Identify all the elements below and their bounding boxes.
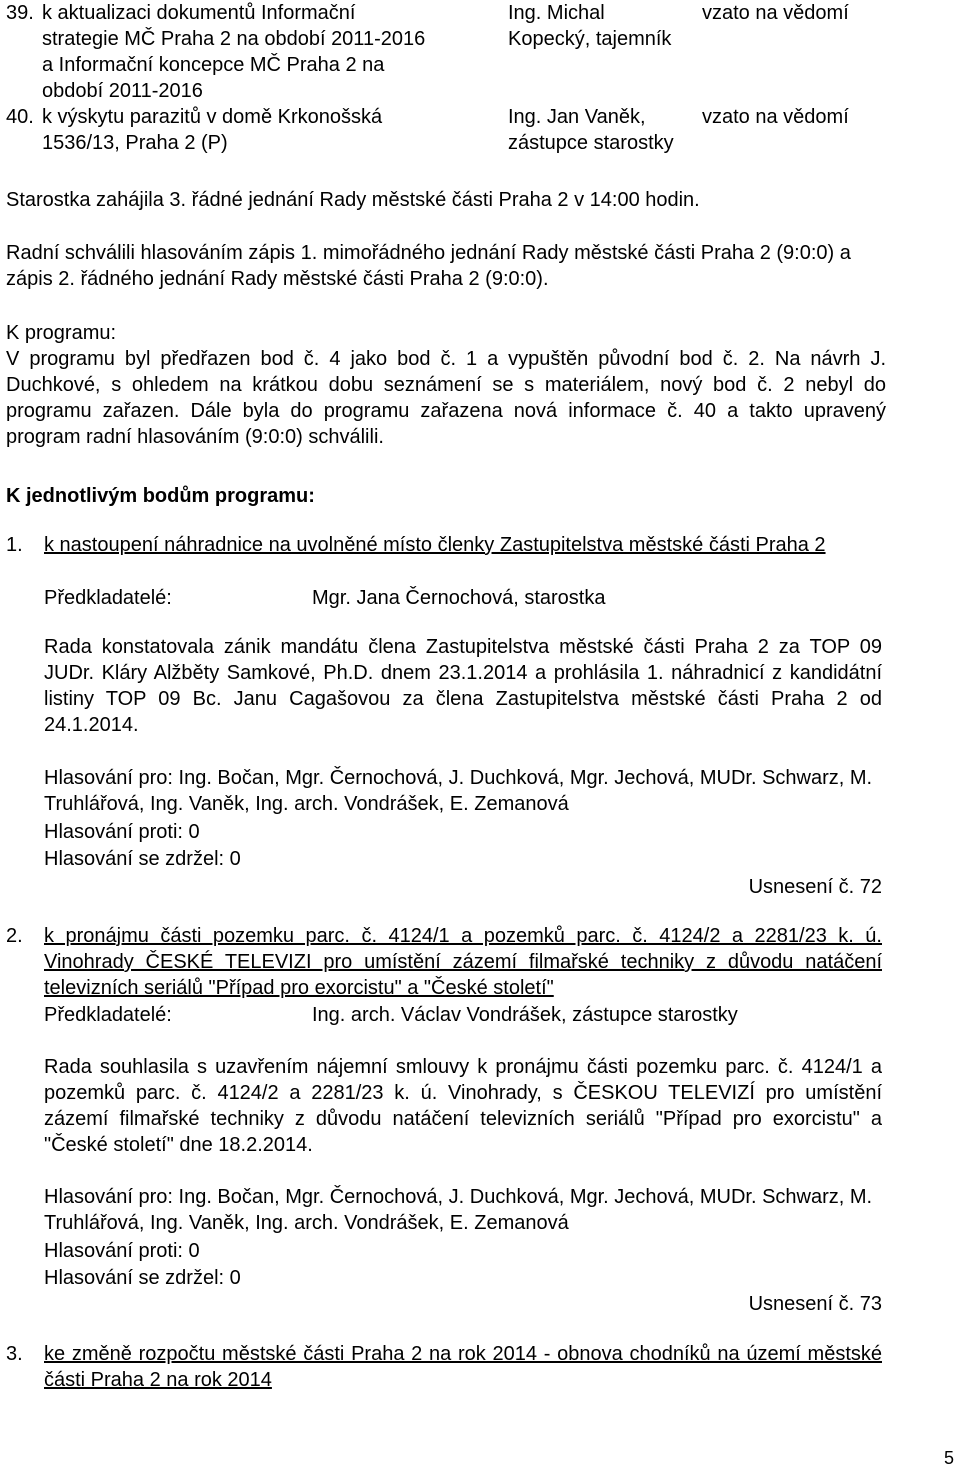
agenda-title-line: strategie MČ Praha 2 na období 2011-2016 <box>42 28 426 50</box>
resolution-text: Rada souhlasila s uzavřením nájemní smlouvy k pronájmu části pozemku parc. č. 4124/1 a pozemků parc. č. 4124/2 a 2281/23 k. ú. Vinohrady, s ČESKOU TELEVIZÍ pro umístění zázemí filmařské techniky z důvodu natáčení televizních seriálů "Případ pro exorcistu" a "České století" dne 18.2.2014. <box>44 1056 882 1156</box>
agenda-number: 40. <box>6 106 34 128</box>
agenda-title-line: k aktualizaci dokumentů Informační <box>42 2 356 24</box>
vote-against: Hlasování proti: 0 <box>44 1240 200 1262</box>
agenda-point <box>6 532 882 558</box>
vote-for: Hlasování pro: Ing. Bočan, Mgr. Černochová, J. Duchková, Mgr. Jechová, MUDr. Schwarz, M. Truhlářová, Ing. Vaněk, Ing. arch. Vondrášek, E. Zemanová <box>44 767 873 815</box>
agenda-presenter-line: Kopecký, tajemník <box>508 28 672 50</box>
agenda-row <box>6 104 906 156</box>
agenda-presenter-line: Ing. Michal <box>508 2 605 24</box>
agenda-title-line: 1536/13, Praha 2 (P) <box>42 132 228 154</box>
resolution-number: Usnesení č. 72 <box>748 876 882 898</box>
presenter-name: Mgr. Jana Černochová, starostka <box>312 587 606 609</box>
vote-against: Hlasování proti: 0 <box>44 821 200 843</box>
agenda-presenter <box>508 0 702 104</box>
agenda-number: 39. <box>6 2 34 24</box>
program-heading: K programu: <box>6 322 117 344</box>
agenda-title <box>42 0 508 104</box>
point-title: k nastoupení náhradnice na uvolněné místo členky Zastupitelstva městské části Praha 2 <box>44 534 826 556</box>
opening-paragraph: Starostka zahájila 3. řádné jednání Rady městské části Praha 2 v 14:00 hodin. <box>6 189 700 211</box>
program-paragraph: V programu byl předřazen bod č. 4 jako bod č. 1 a vypuštěn původní bod č. 2. Na návrh J. Duchkové, s ohledem na krátkou dobu seznámení se s materiálem, nový bod č. 2 nebyl do programu zařazen. Dále byla do programu zařazena nová informace č. 40 a takto upravený program radní hlasováním (9:0:0) schválili. <box>6 348 886 448</box>
agenda-presenter <box>508 104 702 156</box>
point-number: 2. <box>6 925 23 947</box>
point-title: ke změně rozpočtu městské části Praha 2 na rok 2014 - obnova chodníků na území městské části Praha 2 na rok 2014 <box>44 1343 882 1391</box>
agenda-point <box>6 1341 882 1393</box>
presenter-label: Předkladatelé: <box>44 587 172 609</box>
agenda-presenter-line: Ing. Jan Vaněk, <box>508 106 646 128</box>
presenter-name: Ing. arch. Václav Vondrášek, zástupce starostky <box>312 1004 738 1026</box>
vote-abstain: Hlasování se zdržel: 0 <box>44 1267 241 1289</box>
agenda-row <box>6 0 906 104</box>
page-number: 5 <box>943 1448 954 1468</box>
points-heading: K jednotlivým bodům programu: <box>6 485 315 507</box>
agenda-title-line: a Informační koncepce MČ Praha 2 na <box>42 54 385 76</box>
agenda-table <box>6 0 906 156</box>
presenter-line <box>44 585 882 611</box>
presenter-line <box>44 1002 882 1028</box>
vote-for: Hlasování pro: Ing. Bočan, Mgr. Černochová, J. Duchková, Mgr. Jechová, MUDr. Schwarz, M. Truhlářová, Ing. Vaněk, Ing. arch. Vondrášek, E. Zemanová <box>44 1186 873 1234</box>
agenda-point <box>6 923 882 1001</box>
agenda-title-line: k výskytu parazitů v domě Krkonošská <box>42 106 383 128</box>
presenter-label: Předkladatelé: <box>44 1004 172 1026</box>
agenda-title-line: období 2011-2016 <box>42 80 203 102</box>
point-number: 3. <box>6 1343 23 1365</box>
resolution-number: Usnesení č. 73 <box>748 1293 882 1315</box>
agenda-status: vzato na vědomí <box>702 2 849 24</box>
agenda-title <box>42 104 508 156</box>
agenda-status: vzato na vědomí <box>702 106 849 128</box>
agenda-presenter-line: zástupce starostky <box>508 132 674 154</box>
resolution-text: Rada konstatovala zánik mandátu člena Zastupitelstva městské části Praha 2 za TOP 09 JUDr. Kláry Alžběty Samkové, Ph.D. dnem 23.1.2014 a prohlásila 1. náhradnicí z kandidátní listiny TOP 09 Bc. Janu Cagašovou za člena Zastupitelstva městské části Praha 2 od 24.1.2014. <box>44 636 882 736</box>
point-title: k pronájmu části pozemku parc. č. 4124/1 a pozemků parc. č. 4124/2 a 2281/23 k. ú. Vinohrady ČESKÉ TELEVIZI pro umístění zázemí filmařské techniky z důvodu natáčení televizních seriálů "Případ pro exorcistu" a "České století" <box>44 925 882 999</box>
vote-abstain: Hlasování se zdržel: 0 <box>44 848 241 870</box>
minutes-approval-paragraph: Radní schválili hlasováním zápis 1. mimořádného jednání Rady městské části Praha 2 (9:0:0) a zápis 2. řádného jednání Rady městské části Praha 2 (9:0:0). <box>6 242 851 290</box>
point-number: 1. <box>6 534 23 556</box>
